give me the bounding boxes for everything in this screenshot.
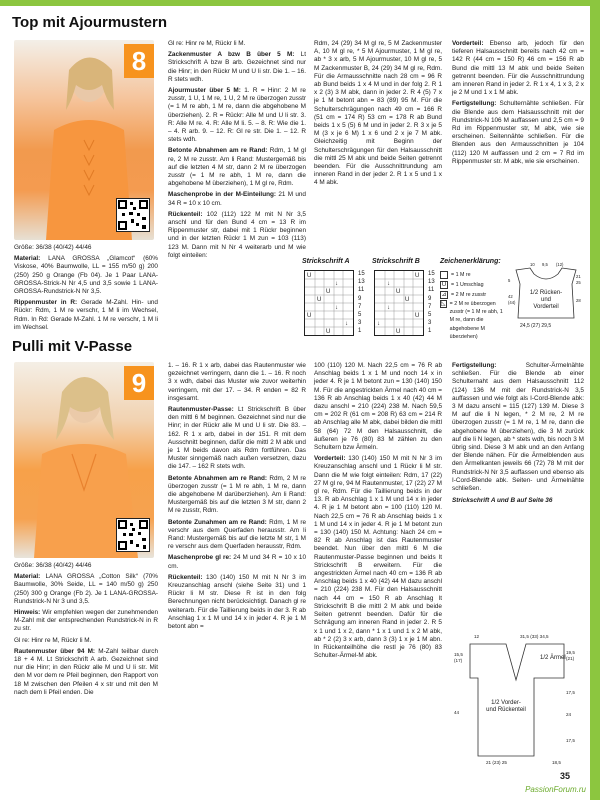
svg-text:17,5: 17,5 — [566, 690, 575, 695]
svg-text:(21): (21) — [566, 656, 575, 661]
section2-qr-code[interactable] — [116, 518, 150, 552]
legend-item-yo: U = 1 Umschlag — [441, 281, 484, 288]
svg-text:↓: ↓ — [387, 305, 390, 311]
section1-number-badge: 8 — [124, 44, 154, 78]
rueck-text-2: 130 (140) 150 M mit N Nr 3 im Kreuzanschlag anschl (siehe Seite 31) und 1 Rückr li M str. Diese R ist in den folg Berechnungen nicht berücksichtigt. Danach gl re weiterarb. Für die Taillierung beids in der 3. R ab Anschlag 1 x 1 M und 14 x in jeder 4. R je 1 M betont abn = — [168, 573, 307, 631]
svg-text:U: U — [307, 273, 312, 279]
passe-label: Rautenmuster-Passe: — [168, 406, 234, 414]
ssk-icon: ◺ — [441, 301, 446, 307]
vorder-label: Vorderteil: — [452, 40, 484, 47]
abn-text: Rdm, 1 M gl re, 2 M re zusstr. Am li Rand: Mustergemäß bis auf die letzten 4 M str, dann 2 M re überzogen zusstr (= 1 M re abh, 1 M re, dann die abgehobene M überziehen), 1 M gl re, Rdm. — [168, 147, 306, 188]
schematic2-label: 1/2 Vorder- und Rückenteil — [486, 700, 526, 713]
chart-b-rownumbers: 15 13 11 9 7 5 3 1 — [428, 271, 435, 335]
svg-text:(44): (44) — [508, 300, 516, 305]
legend-item-knit: = 1 M re — [440, 270, 504, 280]
svg-text:(12): (12) — [556, 262, 564, 267]
svg-text:↓: ↓ — [387, 281, 390, 287]
col3-text: Rdm, 24 (29) 34 M gl re, 5 M Zackenmuster A, 10 M gl re, * 5 M Ajourmuster, 1 M gl re, ab * 3 x arb, 5 M Ajourmuster, 10 M gl re, 5 M Zackenmuster B, 24 (29) 34 M gl re, Rdm. Für die Armausschnitte nach 28 cm = 96 R ab Bund beids 1 x 4 M und in der folg 2. R 1 x 2 (3) 3 M abk, dann in jeder 2. R 4 (5) 7 x je 1 M betont abn = 83 (89) 95 M. Für die Schulterschrägungen nach 49 cm = 166 R (51 cm = 174 R) 53 cm = 178 R ab Bund beids 1 x 5 (5) 6 M und in jeder 2. R 3 x je 5 M (3 x je 6 M) 1 x 6 und 2 x je 7 M abk. Gleichzeitig mit Beginn der Schulterschrägungen für den Halsausschnitt die mittl 25 M abk und beide Seiten getrennt beenden. Für die Ausschnittrundung am inneren Rand in der jeder 2. R 1 x 5 und 1 x 4 M abk. — [314, 40, 442, 187]
rueck-label: Rückenteil: — [168, 210, 203, 218]
legend-title: Zeichenerklärung: — [440, 258, 501, 265]
fert-label: Fertigstellung: — [452, 100, 497, 108]
schematic1-label: 1/2 Rücken- und Vorderteil — [529, 290, 563, 310]
svg-text:17,5: 17,5 — [566, 738, 575, 743]
svg-text:12: 12 — [474, 634, 480, 639]
svg-text:U: U — [396, 289, 401, 295]
size-line-2: Größe: 36/38 (40/42) 44/46 — [14, 562, 92, 569]
chart-a-title: Strickschrift A — [302, 258, 350, 265]
fert-label-2: Fertigstellung: — [452, 362, 497, 369]
probe-label: Maschenprobe in der M-Einteilung: — [168, 191, 277, 199]
svg-text:15,5: 15,5 — [454, 652, 463, 657]
section2-number-badge: 9 — [124, 366, 154, 400]
passe-text: Lt Strickschrift B über den mittl 6 M beginnen. Gezeichnet sind nur die Hinr; in der Rückr alle M und U li str. Die 83. – 162. R 1 x arb, dabei in der 151. R mit dem Ausschnitt beginnen, dafür die mittl 2 M abk und je 1 M beids davon als Rdm fortführen. Das Muster sinngemäß nach außen versetzen, dazu die 147. – 162 R stets wdh. — [168, 406, 306, 471]
legend-item-ssk: ◺ = 2 M re überzogen zusstr (= 1 M re abh, 1 M re, dann die abgehobene M überziehen) — [441, 301, 503, 340]
svg-text:U: U — [396, 329, 401, 335]
abn-label: Betonte Abnahmen am re Rand: — [168, 147, 268, 155]
svg-text:U: U — [326, 329, 331, 335]
svg-text:5: 5 — [508, 278, 511, 283]
yarn-over-icon: U — [441, 282, 447, 288]
chart-a-grid — [304, 270, 354, 336]
chart-b-symbols — [375, 271, 423, 335]
section2-col1 — [14, 562, 158, 700]
section1-col1 — [14, 244, 158, 335]
svg-text:↓: ↓ — [335, 305, 338, 311]
fert-text-2: Schulter-Ärmelnähte schließen. Für die Blende ab einer Schulternaht aus dem Halsausschnitt 112 (124) 136 M mit der Rundstrick-N 3,5 auffassen und wie folgt als I-Cord-Blende abk: 3 M dazu anschl = 115 (127) 139 M. Diese 3 M auf die li N legen, * 2 M re, 2 M re überzogen zusstr (= 1 M re, 1 M re, dann die abgehobene M überziehen), die 3 M zurück auf die li N legen, ab * stets wdh, bis noch 3 M übrig sind. Diese 3 M abk und an den Anfang der Blende nähen. Für die Ärmelblenden aus den Ärmelkanten jeweils 66 (72) 78 M mit der Rundstrick-N Nr 3,5 auffassen und ebenso als I-Cord-Blende abk. Seiten- und Ärmelnähte schließen. — [452, 362, 584, 493]
vorder-label-2: Vorderteil: — [314, 455, 346, 463]
material-label: Material: — [14, 255, 41, 263]
size-line: Größe: 36/38 (40/42) 44/46 — [14, 244, 92, 251]
section1-col3 — [314, 40, 442, 191]
col3-text-2: 100 (110) 120 M. Nach 22,5 cm = 76 R ab Anschlag beids 1 x 1 M und noch 14 x in jeder 4. R je 1 M betont zun = 130 (140) 150 M. Für die angestrickten Ärmel nach 40 cm = 136 R ab Anschlag beids 1 x 40 (42) 44 M dazu anschl = 210 (224) 238 M. Nach 59,5 cm = 202 R (61 cm = 208 R) 63 cm = 214 R ab Anschlag alle M abk, dabei bilden die mittl 58 (64) 72 M den Halsausschnitt, die äußeren je 76 (80) 83 M zählen zu den Schultern bzw Ärmeln. — [314, 362, 442, 452]
zack-text: Lt Strickschrift A bzw B arb. Gezeichnet sind nur die Hinr; in den Rückr M und U li str. Die 1. – 16. R stets wdh. — [168, 51, 306, 83]
qr-icon — [117, 519, 149, 551]
k2tog-icon: ⊿ — [441, 292, 447, 298]
svg-text:U: U — [317, 297, 322, 303]
svg-text:U: U — [326, 289, 331, 295]
rauten-label: Rautenmuster über 94 M: — [14, 647, 96, 655]
svg-text:42: 42 — [508, 294, 513, 299]
schematic2-sleeve-label: 1/2 Ärmel — [540, 655, 566, 661]
rippen-label: Rippenmuster in R: — [14, 299, 78, 307]
svg-text:44: 44 — [454, 710, 460, 715]
knit-icon — [440, 271, 448, 279]
probe-text-2: 24 M und 34 R = 10 x 10 cm. — [168, 554, 307, 570]
abn-text-2: Rdm, 2 M re überzogen zusstr (= 1 M re abh, 1 M re, dann die abgehobene M darüberziehen). Am li Rand: Mustergemäß bis auf die letzten 3 M str, dann 2 M re zusstr, Rdm. — [168, 474, 306, 515]
svg-text:24: 24 — [566, 712, 572, 717]
svg-text:25: 25 — [576, 280, 581, 285]
svg-text:↓: ↓ — [345, 321, 348, 327]
section1-title: Top mit Ajourmustern — [12, 14, 167, 31]
svg-text:↓: ↓ — [377, 321, 380, 327]
hinweis-label: Hinweis: — [14, 609, 41, 617]
zun-label: Betonte Zunahmen am re Rand: — [168, 518, 267, 526]
top-accent-bar — [0, 0, 600, 6]
rueck-text: 102 (112) 122 M mit N Nr 3,5 anschl und für den Bund 4 cm = 13 R im Rippenmuster str, dabei mit 1 Rückr beginnen und in der letzten Rückr 1 M zun = 103 (113) 123 M. Dann mit N Nr 4 weiterarb und M wie folgt einteilen: — [168, 210, 306, 259]
col2a-text: 1. – 16. R 1 x arb, dabei das Rautenmuster wie gezeichnet verringern, dann die 1. – 16. R noch 3 x wdh, dabei das Muster wie zuvor weiterhin verringern, mit der 17. – 34. R enden = 82 R insgesamt. — [168, 362, 306, 402]
svg-text:U: U — [307, 313, 312, 319]
material-text: LANA GROSSA „Glamcot“ (60% Viskose, 40% Baumwolle, LL = 155 m/50 g) 200 (250) 250 g Orange (Fb 04). Je 1 Paar LANA-GROSSA-Strick-N Nr 4,5 und 3,5 sowie 1 LANA-GROSSA-Rundstrick-N Nr 3,5. — [14, 255, 158, 296]
svg-text:↓: ↓ — [335, 281, 338, 287]
svg-text:U: U — [415, 273, 420, 279]
svg-text:10: 10 — [530, 262, 535, 267]
svg-text:U: U — [405, 297, 410, 303]
chart-b-grid — [374, 270, 424, 336]
material-label-2: Material: — [14, 573, 41, 581]
probe-text: 21 M und 34 R = 10 x 10 cm. — [168, 191, 306, 207]
chart-reference: Strickschrift A und B auf Seite 36 — [452, 497, 553, 505]
glre-text-2: Gl re: Hinr re M, Rückr li M. — [14, 636, 92, 644]
chart-a-symbols — [305, 271, 353, 335]
svg-text:21: 21 — [576, 274, 581, 279]
section2-title: Pulli mit V-Passe — [12, 338, 133, 355]
svg-text:9,5: 9,5 — [542, 262, 548, 267]
hinweis-text: Wir empfehlen wegen der zunehmenden M-Zahl mit der entsprechenden Rundstrick-N in R zu str. — [14, 609, 158, 633]
section1-col4 — [452, 40, 584, 169]
chart-b-title: Strickschrift B — [372, 258, 420, 265]
rauten-text: M-Zahl teilbar durch 18 + 4 M. Lt Strickschrift A arb. Gezeichnet sind nur die Hinr; in den Rückr alle M und U li str. Mit den M vor dem re Pfeil beginnen, den Rapport von 18 M zwischen den Pfeilen 4 x str und mit den M nach dem li Pfeil enden. Die — [14, 647, 158, 696]
zun-text: Rdm, 1 M re verschr aus dem Querfaden herausstr. Am li Rand: Mustergemäß bis auf die letzte M str, 1 M re verschr aus dem Querfaden herausstr, Rdm. — [168, 518, 307, 551]
svg-text:(17): (17) — [454, 658, 463, 663]
svg-text:21 (23) 25: 21 (23) 25 — [486, 760, 507, 765]
svg-text:18,5: 18,5 — [552, 760, 561, 765]
svg-text:31,5 (33) 34,5: 31,5 (33) 34,5 — [520, 634, 549, 639]
rippen-text: Gerade M-Zahl. Hin- und Rückr: Rdm, 1 M re verschr, 1 M li im Wechsel, Rdm. In Rd: Gerade M-Zahl. 1 M re verschr, 1 M li im Wechsel. — [14, 299, 158, 331]
abn-label-2: Betonte Abnahmen am re Rand: — [168, 474, 268, 482]
svg-text:U: U — [415, 313, 420, 319]
section1-col2 — [168, 40, 306, 263]
page-number: 35 — [559, 770, 570, 781]
section2-col2 — [168, 362, 306, 634]
schematic1-width: 24,5 (27) 29,5 — [520, 323, 552, 329]
vorder-text: Ebenso arb, jedoch für den tieferen Halsausschnitt bereits nach 42 cm = 142 R (44 cm = 150 R) 46 cm = 156 R ab Bund die mittl 13 M abk und beide Seiten getrennt beenden. Für die Ausschnittrundung am inneren Rand in jeder 2. R 1 x 4, 1 x 3, 2 x je 2 M und 1 x 1 M abk. — [452, 40, 584, 97]
right-accent-bar — [590, 0, 600, 800]
probe-label-2: Maschenprobe gl re: — [168, 554, 232, 562]
svg-text:19,5: 19,5 — [566, 650, 575, 655]
material-text-2: LANA GROSSA „Cotton Silk“ (70% Baumwolle, 30% Seide, LL = 140 m/50 g) 250 (250) 300 g Orange (Fb 2). Je 1 LANA-GROSSA-Rundstrick-N Nr 3 und 3,5. — [14, 573, 158, 605]
section1-qr-code[interactable] — [116, 198, 150, 232]
legend — [440, 270, 504, 341]
zack-label: Zackenmuster A bzw B über 5 M: — [168, 51, 295, 59]
qr-icon — [117, 199, 149, 231]
section2-col3 — [314, 362, 442, 663]
svg-text:28: 28 — [576, 298, 581, 303]
chart-a-rownumbers: 15 13 11 9 7 5 3 1 — [358, 271, 365, 335]
ajour-text: 1. R = Hinr: 2 M re zusstr, 1 U, 1 M re, 1 U, 2 M re überzogen zusstr (= 1 M re abh, 1 M re, dann die abgehobene M überziehen). 2. R = Rückr: Alle M und U li str. 3. R: Alle M re. 4. R: Alle M li. 5. – 8. R: Wie die 1. – 4. R arb. 9. – 12. R: Gl re str. Die 1. – 12. R stets wdh. — [168, 87, 306, 144]
glre-text: Gl re: Hinr re M, Rückr li M. — [168, 40, 246, 47]
watermark: PassionForum.ru — [525, 784, 586, 794]
section2-col4 — [452, 362, 584, 508]
rueck-label-2: Rückenteil: — [168, 573, 203, 581]
legend-item-k2tog: ⊿ = 2 M re zusstr — [441, 291, 487, 298]
ajour-label: Ajourmuster über 5 M: — [168, 87, 241, 95]
vorder-text-2: 130 (140) 150 M mit N Nr 3 im Kreuzanschlag anschl und 1 Rückr li M str. Dann die M wie folgt einteilen: Rdm, 17 (22) 27 M gl re, 94 M Rautenmuster, 17 (22) 27 M gl re, Rdm. Für die Taillierung beids in der 13. R ab Anschlag 1 x 1 M und 14 x in jeder 4. R je 1 M betont abn = 100 (110) 120 M. Nach 22,5 cm = 76 R ab Anschlag beids 1 x 1 M und 14 x in jeder 4. R je 1 M betont zun = 130 (140) 150 M. Achtung: Nach 24 cm = 82 R ab Anschlag ist das Rautenmuster beendet. Nun über den mittl 6 M die Rautenmuster-Passe beginnen und beids lt Strickschrift B erweitern. Für die angestrickten Ärmel nach 40 cm = 136 R ab Anschlag beids 1 x 40 (42) 44 M dazu anschl = 210 (224) 238 M. Für den Halsausschnitt nach 44 cm = 150 R ab Anschlag lt Strickschrift B die mittl 2 M abk und beide Seiten getrennt beenden. Dafür für die Schrägung am inneren Rand in jeder 2. R 5 x 1 und 1 x 2, dann * 1 x 1 und 1 x 2 M abk, ab * 2 (2) 3 x arb, dann 3 (3) 1 x je 1 M abn. In Rückenteilhöhe die restl je 76 (80) 83 Schulter-Ärmel-M abk. — [314, 455, 442, 660]
fert-text: Schulternähte schließen. Für die Blende aus dem Halsausschnitt mit der Rundstrick-N 106 M auffassen und 2,5 cm = 9 Rd im Rippenmuster str, M abk, wie sie erscheinen. Seitennähte schließen. Für die Blenden aus den Armausschnitten je 104 (112) 120 M auffassen und 2 cm = 7 Rd im Rippenmuster str. M abk, wie sie erscheinen. — [452, 100, 584, 165]
